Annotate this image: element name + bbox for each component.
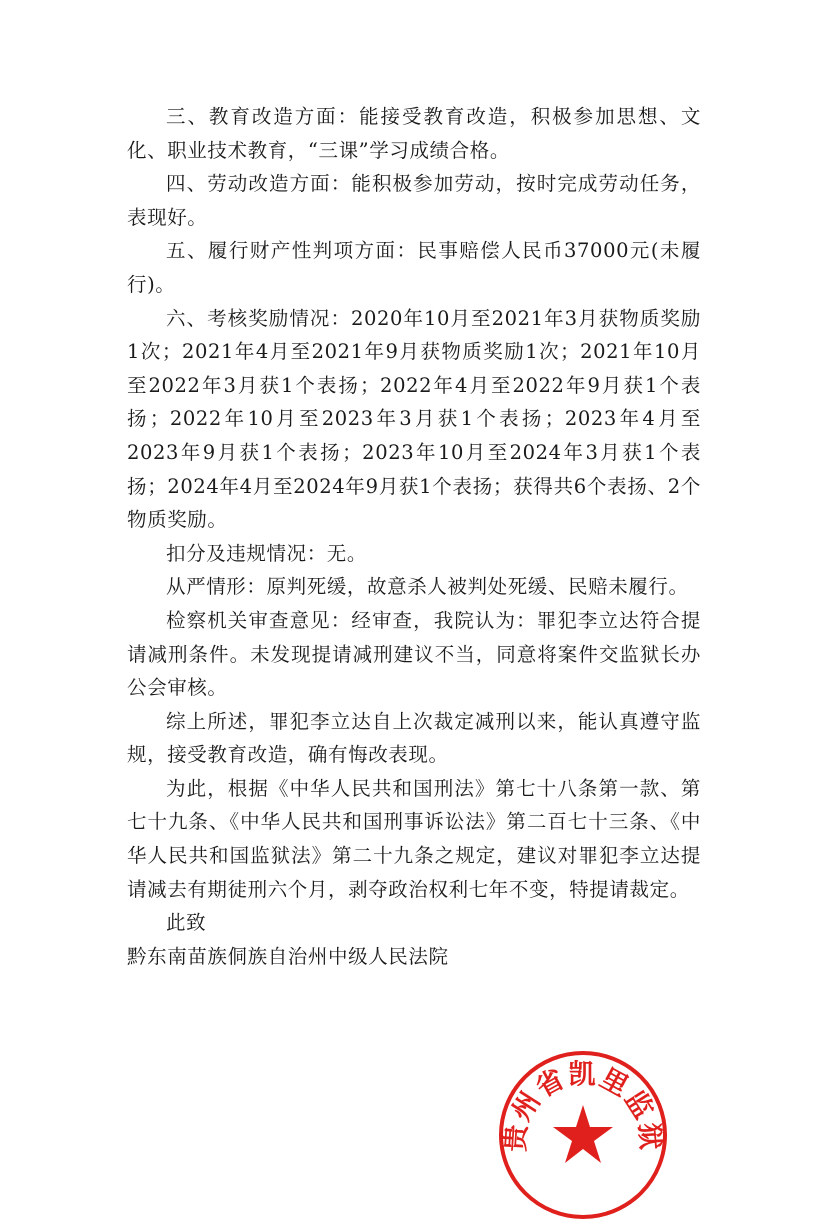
document-body — [127, 100, 701, 973]
paragraph-violations: 扣分及违规情况：无。 — [166, 541, 368, 565]
paragraph-procuratorate-opinion: 检察机关审查意见：经审查，我院认为：罪犯李立达符合提请减刑条件。未发现提请减刑建议不当，同意将案件交监狱长办公会审核。 — [127, 608, 701, 700]
paragraph-strict-circumstances: 从严情形：原判死缓，故意杀人被判处死缓、民赔未履行。 — [166, 575, 689, 599]
seal-text: 贵州省凯里监狱 — [500, 1059, 666, 1153]
addressee-court: 黔东南苗族侗族自治州中级人民法院 — [127, 944, 449, 968]
paragraph-proposal: 为此，根据《中华人民共和国刑法》第七十八条第一款、第七十九条、《中华人民共和国刑事诉讼法》第二百七十三条、《中华人民共和国监狱法》第二十九条之规定，建议对罪犯李立达提请减去有期徒刑六个月，剥夺政治权利七年不变，特提请裁定。 — [127, 776, 701, 901]
closing-salutation: 此致 — [166, 911, 207, 935]
star-icon — [553, 1105, 613, 1163]
paragraph-labor: 四、劳动改造方面：能积极参加劳动，按时完成劳动任务，表现好。 — [127, 172, 701, 229]
paragraph-property-judgment: 五、履行财产性判项方面：民事赔偿人民币37000元(未履行)。 — [127, 239, 701, 296]
paragraph-rewards: 六、考核奖励情况：2020年10月至2021年3月获物质奖励1次；2021年4月至2021年9月获物质奖励1次；2021年10月至2022年3月获1个表扬；2022年4月至2022年9月获1个表扬；2022年10月至2023年3月获1个表扬；2023年4月至2023年9月获1个表扬；2023年10月至2024年3月获1个表扬；2024年4月至2024年9月获1个表扬；获得共6个表扬、2个物质奖励。 — [127, 306, 701, 532]
official-seal — [498, 1050, 668, 1220]
paragraph-education: 三、教育改造方面：能接受教育改造，积极参加思想、文化、职业技术教育，“三课”学习成绩合格。 — [127, 105, 701, 162]
paragraph-summary: 综上所述，罪犯李立达自上次裁定减刑以来，能认真遵守监规，接受教育改造，确有悔改表现。 — [127, 709, 701, 767]
